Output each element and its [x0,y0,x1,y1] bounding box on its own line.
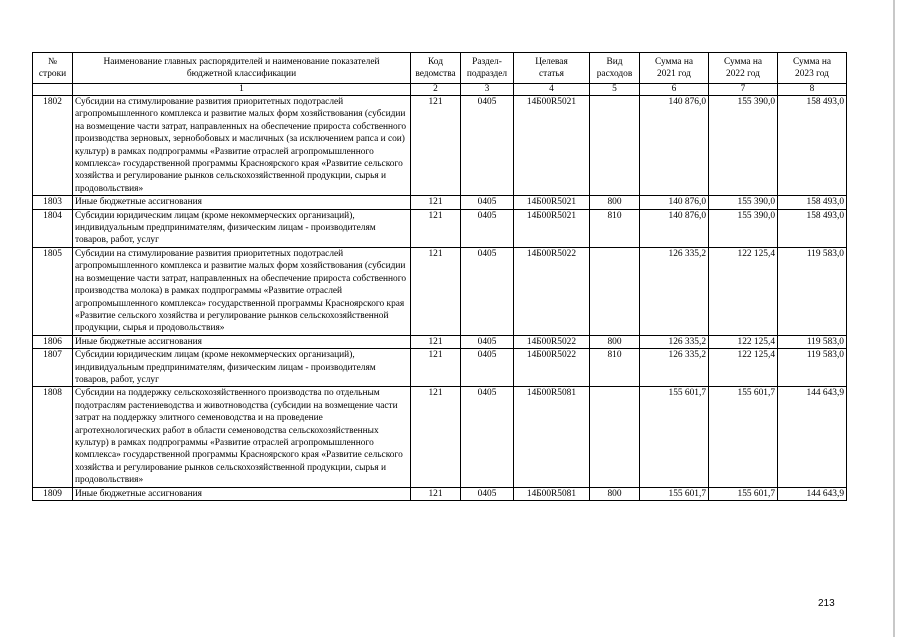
row-exp-type: 810 [590,349,640,387]
row-sum-2021: 126 335,2 [640,335,709,348]
column-number-row [33,84,847,96]
row-name: Субсидии на поддержку сельскохозяйственного производства по отдельным подотраслям растениеводства и животноводства (субсидии на возмещение части затрат на поддержку элитного семеноводства и на проведение агротехнологических работ в области семеноводства сельскохозяйственных культур) в рамках подпрограммы «Развитие отраслей агропромышленного комплекса» государственной программы Красноярского края «Развитие сельского хозяйства и регулирование рынков сельскохозяйственной продукции, сырья и продовольствия» [73,387,411,487]
row-target: 14Б00R5021 [514,196,590,209]
table-row [33,387,847,487]
row-section: 0405 [461,335,514,348]
row-dept-code: 121 [411,247,461,335]
row-dept-code: 121 [411,335,461,348]
column-number: 4 [514,84,590,96]
header-sum-2021: Сумма на 2021 год [640,53,709,84]
row-name: Субсидии на стимулирование развития приоритетных подотраслей агропромышленного комплекса и развитие малых форм хозяйствования (субсидии на возмещение части затрат, направленных на обеспечение прироста собственного производства молока) в рамках подпрограммы «Развитие отраслей агропромышленного комплекса» государственной программы Красноярского края «Развитие сельского хозяйства и регулирование рынков сельскохозяйственной продукции, сырья и продовольствия» [73,247,411,335]
row-name: Субсидии на стимулирование развития приоритетных подотраслей агропромышленного комплекса и развитие малых форм хозяйствования (субсидии на возмещение части затрат, направленных на обеспечение прироста собственного производства зерновых, зернобобовых и масличных (за исключением рапса и сои) культур) в рамках подпрограммы «Развитие отраслей агропромышленного комплекса» государственной программы Красноярского края «Развитие сельского хозяйства и регулирование рынков сельскохозяйственной продукции, сырья и продовольствия» [73,96,411,196]
header-row-no: № строки [33,53,73,84]
row-sum-2022: 122 125,4 [709,247,778,335]
row-name: Субсидии юридическим лицам (кроме некоммерческих организаций), индивидуальным предпринимателям, физическим лицам - производителям товаров, работ, услуг [73,209,411,247]
row-dept-code: 121 [411,196,461,209]
row-sum-2023: 119 583,0 [778,349,847,387]
row-section: 0405 [461,96,514,196]
row-sum-2022: 155 390,0 [709,196,778,209]
table-row [33,335,847,348]
column-number: 1 [73,84,411,96]
table-row [33,349,847,387]
row-exp-type [590,96,640,196]
row-sum-2022: 155 601,7 [709,487,778,500]
header-name: Наименование главных распорядителей и наименование показателей бюджетной классификации [73,53,411,84]
row-sum-2023: 158 493,0 [778,96,847,196]
column-number: 2 [411,84,461,96]
row-sum-2023: 144 643,9 [778,387,847,487]
row-target: 14Б00R5081 [514,387,590,487]
row-section: 0405 [461,247,514,335]
row-sum-2023: 119 583,0 [778,335,847,348]
row-number: 1809 [33,487,73,500]
row-exp-type [590,387,640,487]
row-name: Иные бюджетные ассигнования [73,196,411,209]
row-dept-code: 121 [411,349,461,387]
row-sum-2023: 119 583,0 [778,247,847,335]
table-row [33,196,847,209]
page-number: 213 [818,598,835,609]
table-header-row [33,53,847,84]
row-target: 14Б00R5021 [514,209,590,247]
row-sum-2021: 140 876,0 [640,96,709,196]
header-exp-type: Вид расходов [590,53,640,84]
column-number: 8 [778,84,847,96]
column-number: 5 [590,84,640,96]
row-section: 0405 [461,387,514,487]
row-target: 14Б00R5021 [514,96,590,196]
row-exp-type: 800 [590,196,640,209]
row-sum-2023: 144 643,9 [778,487,847,500]
column-number [33,84,73,96]
row-sum-2023: 158 493,0 [778,196,847,209]
header-section: Раздел- подраздел [461,53,514,84]
row-sum-2022: 122 125,4 [709,335,778,348]
row-sum-2021: 140 876,0 [640,196,709,209]
row-sum-2021: 155 601,7 [640,487,709,500]
budget-table [32,52,847,501]
header-dept-code: Код ведомства [411,53,461,84]
column-number: 3 [461,84,514,96]
row-number: 1804 [33,209,73,247]
header-target: Целевая статья [514,53,590,84]
row-sum-2021: 155 601,7 [640,387,709,487]
table-row [33,96,847,196]
row-number: 1805 [33,247,73,335]
row-target: 14Б00R5022 [514,335,590,348]
row-number: 1807 [33,349,73,387]
row-section: 0405 [461,349,514,387]
row-sum-2021: 126 335,2 [640,247,709,335]
row-target: 14Б00R5022 [514,247,590,335]
row-section: 0405 [461,196,514,209]
row-number: 1806 [33,335,73,348]
row-sum-2022: 155 390,0 [709,209,778,247]
table-row [33,487,847,500]
row-sum-2022: 155 390,0 [709,96,778,196]
row-dept-code: 121 [411,387,461,487]
row-exp-type: 800 [590,487,640,500]
row-exp-type: 810 [590,209,640,247]
row-section: 0405 [461,487,514,500]
header-sum-2023: Сумма на 2023 год [778,53,847,84]
row-name: Субсидии юридическим лицам (кроме некоммерческих организаций), индивидуальным предпринимателям, физическим лицам - производителям товаров, работ, услуг [73,349,411,387]
row-dept-code: 121 [411,209,461,247]
row-number: 1803 [33,196,73,209]
row-number: 1808 [33,387,73,487]
row-target: 14Б00R5022 [514,349,590,387]
page-edge-divider [893,0,895,637]
header-sum-2022: Сумма на 2022 год [709,53,778,84]
row-exp-type: 800 [590,335,640,348]
budget-sheet [32,52,847,501]
row-number: 1802 [33,96,73,196]
row-target: 14Б00R5081 [514,487,590,500]
row-dept-code: 121 [411,487,461,500]
row-exp-type [590,247,640,335]
row-sum-2021: 140 876,0 [640,209,709,247]
row-sum-2021: 126 335,2 [640,349,709,387]
row-dept-code: 121 [411,96,461,196]
column-number: 7 [709,84,778,96]
column-number: 6 [640,84,709,96]
row-name: Иные бюджетные ассигнования [73,335,411,348]
row-section: 0405 [461,209,514,247]
table-row [33,247,847,335]
row-name: Иные бюджетные ассигнования [73,487,411,500]
table-row [33,209,847,247]
row-sum-2022: 122 125,4 [709,349,778,387]
row-sum-2023: 158 493,0 [778,209,847,247]
row-sum-2022: 155 601,7 [709,387,778,487]
